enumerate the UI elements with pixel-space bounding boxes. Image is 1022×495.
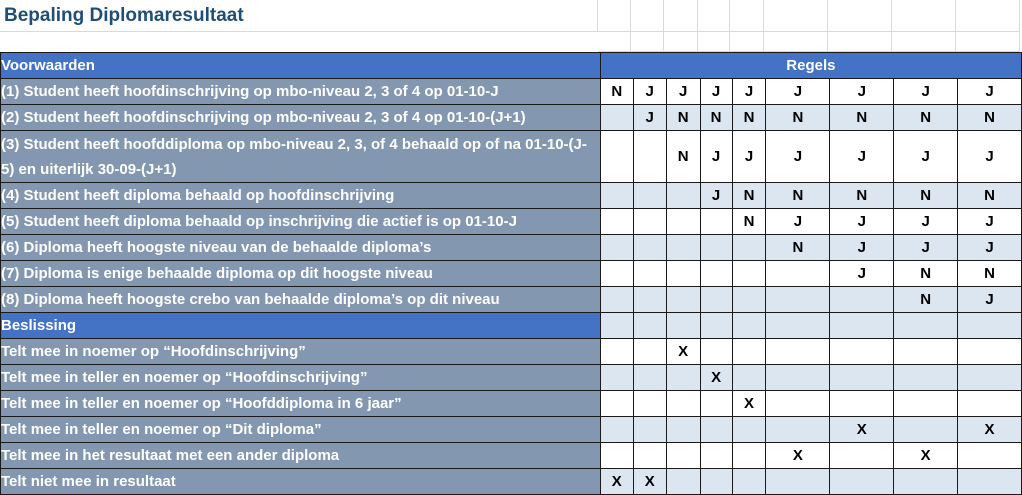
rule-cell[interactable]: J bbox=[766, 79, 830, 105]
decision-table bbox=[0, 52, 1022, 495]
decision-cell[interactable] bbox=[894, 469, 958, 495]
decision-cell[interactable] bbox=[766, 417, 830, 443]
empty-cell[interactable] bbox=[730, 0, 764, 32]
empty-cell[interactable] bbox=[600, 313, 633, 339]
rule-cell[interactable] bbox=[633, 209, 666, 235]
empty-cell[interactable] bbox=[700, 313, 732, 339]
rule-cell[interactable] bbox=[633, 183, 666, 209]
decision-cell[interactable] bbox=[666, 443, 700, 469]
decision-cell[interactable] bbox=[766, 339, 830, 365]
empty-cell[interactable] bbox=[828, 32, 892, 52]
empty-cell[interactable] bbox=[764, 0, 828, 32]
rule-cell[interactable]: N bbox=[894, 287, 958, 313]
rule-cell[interactable]: N bbox=[600, 79, 633, 105]
decision-cell[interactable] bbox=[958, 443, 1022, 469]
rule-cell[interactable]: J bbox=[958, 235, 1022, 261]
rule-cell[interactable]: N bbox=[666, 105, 700, 131]
decision-cell[interactable] bbox=[600, 443, 633, 469]
condition-label[interactable]: (8) Diploma heeft hoogste crebo van behaalde diploma’s op dit niveau bbox=[1, 287, 601, 313]
decision-cell[interactable] bbox=[666, 365, 700, 391]
decision-cell[interactable] bbox=[600, 339, 633, 365]
decision-cell[interactable] bbox=[700, 469, 732, 495]
title-cell[interactable] bbox=[0, 0, 598, 32]
decision-cell[interactable] bbox=[830, 469, 894, 495]
empty-cell[interactable] bbox=[766, 313, 830, 339]
rule-cell[interactable]: J bbox=[894, 131, 958, 183]
rule-cell[interactable] bbox=[700, 287, 732, 313]
rule-cell[interactable] bbox=[700, 235, 732, 261]
rule-cell[interactable] bbox=[600, 261, 633, 287]
decision-cell[interactable] bbox=[830, 365, 894, 391]
rule-cell[interactable] bbox=[600, 209, 633, 235]
decision-cell[interactable]: X bbox=[633, 469, 666, 495]
rule-cell[interactable]: J bbox=[894, 209, 958, 235]
empty-cell[interactable] bbox=[892, 32, 956, 52]
decision-cell[interactable]: X bbox=[600, 469, 633, 495]
rule-cell[interactable]: J bbox=[830, 131, 894, 183]
empty-cell[interactable] bbox=[666, 313, 700, 339]
rule-cell[interactable]: N bbox=[732, 183, 766, 209]
decision-cell[interactable] bbox=[830, 339, 894, 365]
decision-cell[interactable] bbox=[830, 443, 894, 469]
rule-cell[interactable]: N bbox=[766, 235, 830, 261]
rule-cell[interactable]: J bbox=[830, 79, 894, 105]
decision-cell[interactable] bbox=[600, 417, 633, 443]
rule-cell[interactable]: J bbox=[700, 79, 732, 105]
decision-label[interactable]: Telt mee in noemer op “Hoofdinschrijving” bbox=[1, 339, 601, 365]
decision-cell[interactable] bbox=[958, 365, 1022, 391]
beslissing-header[interactable]: Beslissing bbox=[1, 313, 601, 339]
decision-cell[interactable] bbox=[633, 417, 666, 443]
decision-cell[interactable] bbox=[732, 417, 766, 443]
decision-cell[interactable] bbox=[894, 391, 958, 417]
decision-cell[interactable] bbox=[894, 365, 958, 391]
rule-cell[interactable]: N bbox=[958, 183, 1022, 209]
condition-label[interactable]: (1) Student heeft hoofdinschrijving op mbo-niveau 2, 3 of 4 op 01-10-J bbox=[1, 79, 601, 105]
empty-cell[interactable] bbox=[633, 313, 666, 339]
decision-cell[interactable] bbox=[732, 365, 766, 391]
rule-cell[interactable]: J bbox=[958, 131, 1022, 183]
decision-cell[interactable] bbox=[666, 417, 700, 443]
rule-cell[interactable] bbox=[666, 183, 700, 209]
decision-label[interactable]: Telt mee in teller en noemer op “Hoofddiploma in 6 jaar” bbox=[1, 391, 601, 417]
rule-cell[interactable] bbox=[700, 261, 732, 287]
decision-label[interactable]: Telt mee in teller en noemer op “Dit diploma” bbox=[1, 417, 601, 443]
rule-cell[interactable]: N bbox=[732, 105, 766, 131]
decision-cell[interactable] bbox=[766, 391, 830, 417]
empty-cell[interactable] bbox=[631, 0, 664, 32]
empty-cell[interactable] bbox=[598, 0, 631, 32]
empty-cell[interactable] bbox=[698, 0, 730, 32]
decision-cell[interactable] bbox=[830, 391, 894, 417]
decision-cell[interactable] bbox=[633, 443, 666, 469]
decision-cell[interactable] bbox=[666, 469, 700, 495]
condition-label[interactable]: (6) Diploma heeft hoogste niveau van de behaalde diploma’s bbox=[1, 235, 601, 261]
rule-cell[interactable] bbox=[666, 209, 700, 235]
empty-cell[interactable] bbox=[764, 32, 828, 52]
rule-cell[interactable]: J bbox=[830, 235, 894, 261]
rule-cell[interactable] bbox=[600, 235, 633, 261]
decision-cell[interactable] bbox=[766, 469, 830, 495]
rule-cell[interactable]: J bbox=[633, 105, 666, 131]
rule-cell[interactable]: J bbox=[700, 131, 732, 183]
condition-label[interactable]: (5) Student heeft diploma behaald op inschrijving die actief is op 01-10-J bbox=[1, 209, 601, 235]
rule-cell[interactable] bbox=[600, 183, 633, 209]
decision-cell[interactable] bbox=[633, 365, 666, 391]
rule-cell[interactable]: N bbox=[894, 105, 958, 131]
decision-cell[interactable]: X bbox=[894, 443, 958, 469]
rule-cell[interactable]: N bbox=[732, 209, 766, 235]
rule-cell[interactable] bbox=[732, 261, 766, 287]
rule-cell[interactable] bbox=[633, 235, 666, 261]
empty-cell[interactable] bbox=[631, 32, 664, 52]
decision-cell[interactable]: X bbox=[732, 391, 766, 417]
decision-cell[interactable] bbox=[666, 391, 700, 417]
rule-cell[interactable]: N bbox=[766, 105, 830, 131]
rule-cell[interactable]: J bbox=[732, 79, 766, 105]
rule-cell[interactable]: J bbox=[766, 131, 830, 183]
decision-cell[interactable] bbox=[766, 365, 830, 391]
rule-cell[interactable] bbox=[700, 209, 732, 235]
decision-cell[interactable] bbox=[894, 339, 958, 365]
empty-cell[interactable] bbox=[958, 313, 1022, 339]
rule-cell[interactable]: N bbox=[766, 183, 830, 209]
decision-cell[interactable] bbox=[633, 391, 666, 417]
empty-cell[interactable] bbox=[956, 0, 1020, 32]
empty-cell[interactable] bbox=[598, 32, 631, 52]
rule-cell[interactable] bbox=[600, 287, 633, 313]
rule-cell[interactable] bbox=[633, 261, 666, 287]
title-row bbox=[0, 0, 1022, 52]
rule-cell[interactable]: N bbox=[700, 105, 732, 131]
decision-cell[interactable]: X bbox=[666, 339, 700, 365]
empty-cell[interactable] bbox=[664, 0, 698, 32]
rule-cell[interactable]: J bbox=[958, 287, 1022, 313]
decision-cell[interactable] bbox=[958, 391, 1022, 417]
rule-cell[interactable]: J bbox=[958, 79, 1022, 105]
empty-cell[interactable] bbox=[830, 313, 894, 339]
rule-cell[interactable] bbox=[600, 105, 633, 131]
decision-cell[interactable]: X bbox=[700, 365, 732, 391]
sheet-title: Bepaling Diplomaresultaat bbox=[4, 5, 244, 26]
rule-cell[interactable] bbox=[766, 261, 830, 287]
decision-cell[interactable] bbox=[600, 391, 633, 417]
decision-cell[interactable]: X bbox=[958, 417, 1022, 443]
rule-cell[interactable]: J bbox=[633, 79, 666, 105]
empty-cell[interactable] bbox=[698, 32, 730, 52]
rule-cell[interactable]: N bbox=[958, 105, 1022, 131]
rule-cell[interactable]: N bbox=[894, 183, 958, 209]
rule-cell[interactable] bbox=[732, 287, 766, 313]
condition-label[interactable]: (2) Student heeft hoofdinschrijving op mbo-niveau 2, 3 of 4 op 01-10-(J+1) bbox=[1, 105, 601, 131]
decision-label[interactable]: Telt niet mee in resultaat bbox=[1, 469, 601, 495]
decision-cell[interactable] bbox=[600, 365, 633, 391]
decision-label[interactable]: Telt mee in het resultaat met een ander diploma bbox=[1, 443, 601, 469]
empty-cell[interactable] bbox=[730, 32, 764, 52]
rule-cell[interactable] bbox=[830, 287, 894, 313]
regels-header[interactable]: Regels bbox=[600, 53, 1021, 79]
rule-cell[interactable] bbox=[633, 131, 666, 183]
decision-cell[interactable] bbox=[732, 469, 766, 495]
rule-cell[interactable]: J bbox=[766, 209, 830, 235]
decision-cell[interactable] bbox=[700, 391, 732, 417]
rule-cell[interactable]: J bbox=[894, 235, 958, 261]
rule-cell[interactable] bbox=[732, 235, 766, 261]
empty-cell[interactable] bbox=[892, 0, 956, 32]
decision-cell[interactable]: X bbox=[830, 417, 894, 443]
decision-cell[interactable] bbox=[732, 443, 766, 469]
rule-cell[interactable] bbox=[766, 287, 830, 313]
decision-cell[interactable] bbox=[958, 339, 1022, 365]
rule-cell[interactable]: J bbox=[666, 79, 700, 105]
rule-cell[interactable]: N bbox=[958, 261, 1022, 287]
rule-cell[interactable]: J bbox=[830, 209, 894, 235]
rule-cell[interactable] bbox=[600, 131, 633, 183]
empty-cell[interactable] bbox=[732, 313, 766, 339]
empty-cell[interactable] bbox=[956, 32, 1020, 52]
decision-cell[interactable] bbox=[700, 339, 732, 365]
rule-cell[interactable]: N bbox=[894, 261, 958, 287]
rule-cell[interactable]: J bbox=[894, 79, 958, 105]
decision-cell[interactable]: X bbox=[766, 443, 830, 469]
rule-cell[interactable]: N bbox=[830, 105, 894, 131]
condition-label[interactable]: (7) Diploma is enige behaalde diploma op dit hoogste niveau bbox=[1, 261, 601, 287]
condition-label[interactable]: (4) Student heeft diploma behaald op hoofdinschrijving bbox=[1, 183, 601, 209]
empty-cell[interactable] bbox=[828, 0, 892, 32]
voorwaarden-header[interactable]: Voorwaarden bbox=[1, 53, 601, 79]
rule-cell[interactable]: J bbox=[958, 209, 1022, 235]
empty-cell[interactable] bbox=[894, 313, 958, 339]
rule-cell[interactable]: J bbox=[700, 183, 732, 209]
decision-cell[interactable] bbox=[732, 339, 766, 365]
empty-cell[interactable] bbox=[664, 32, 698, 52]
rule-cell[interactable] bbox=[666, 261, 700, 287]
rule-cell[interactable]: N bbox=[830, 183, 894, 209]
decision-cell[interactable] bbox=[894, 417, 958, 443]
condition-label[interactable]: (3) Student heeft hoofddiploma op mbo-niveau 2, 3, of 4 behaald op of na 01-10-(J-5) en uiterlijk 30-09-(J+1) bbox=[1, 131, 601, 183]
rule-cell[interactable] bbox=[666, 235, 700, 261]
decision-cell[interactable] bbox=[958, 469, 1022, 495]
decision-cell[interactable] bbox=[700, 417, 732, 443]
rule-cell[interactable]: N bbox=[666, 131, 700, 183]
rule-cell[interactable] bbox=[633, 287, 666, 313]
rule-cell[interactable]: J bbox=[732, 131, 766, 183]
rule-cell[interactable] bbox=[666, 287, 700, 313]
rule-cell[interactable]: J bbox=[830, 261, 894, 287]
decision-cell[interactable] bbox=[700, 443, 732, 469]
decision-cell[interactable] bbox=[633, 339, 666, 365]
decision-label[interactable]: Telt mee in teller en noemer op “Hoofdinschrijving” bbox=[1, 365, 601, 391]
